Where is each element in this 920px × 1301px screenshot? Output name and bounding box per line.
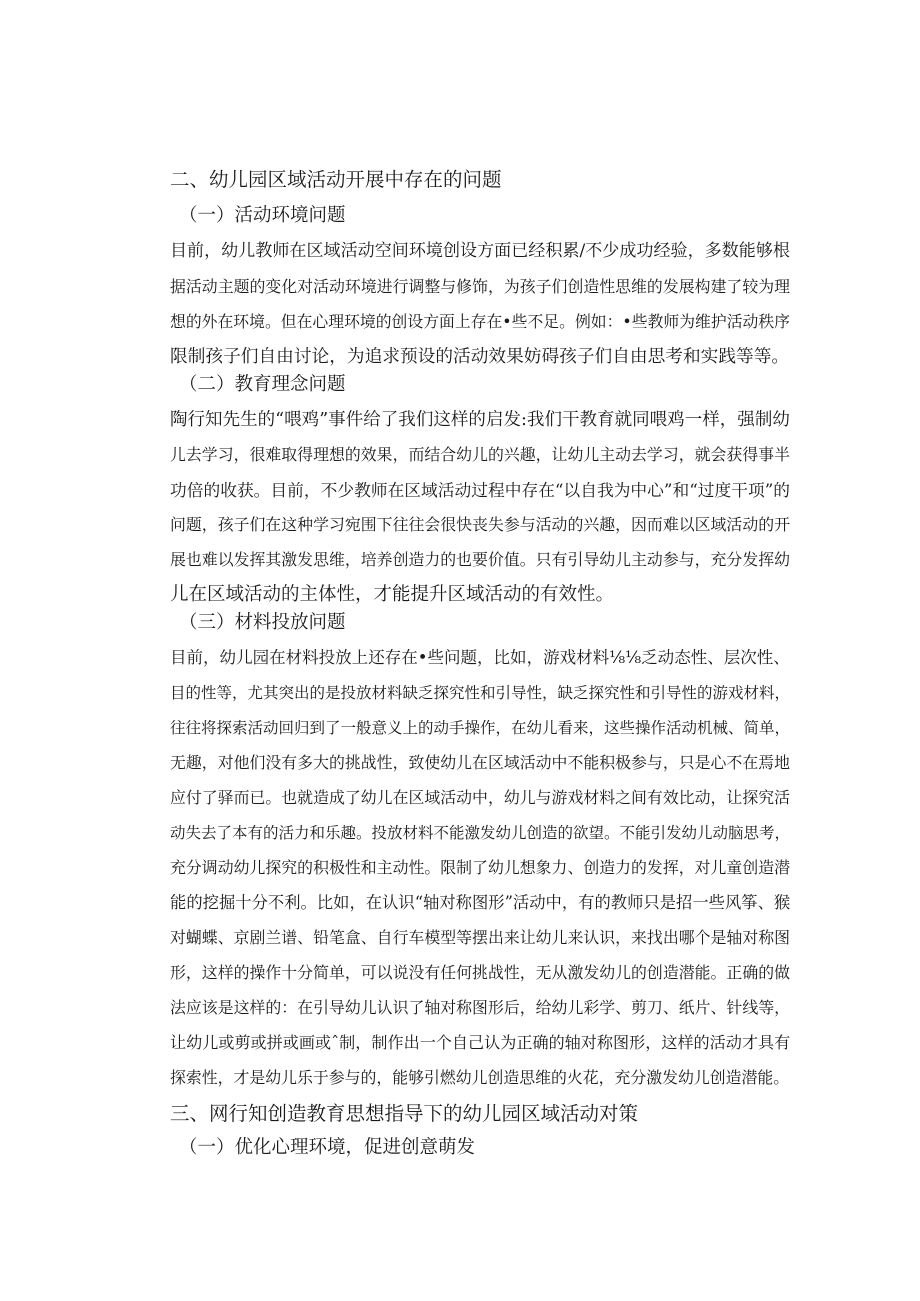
paragraph-line: 陶行知先生的“喂鸡”事件给了我们这样的启发:我们干教育就同喂鸡一样，强制幼 <box>170 410 790 430</box>
subsection-title: （二）教育理念问题 <box>179 374 346 395</box>
paragraph-line: 儿去学习，很难取得理想的效果，而结合幼儿的兴趣，让幼儿主动去学习，就会获得事半 <box>170 445 790 464</box>
paragraph-line: 对蝴蝶、京剧兰谱、铅笔盒、自行车模型等摆出来让幼儿来认识，来找出哪个是轴对称图 <box>170 928 790 947</box>
paragraph-line: 目前，幼儿园在材料投放上还存在•些问题，比如，游戏材料⅛⅛乏动态性、层次性、 <box>170 648 790 667</box>
paragraph-line: 问题，孩子们在这种学习宛围下往往会很快丧失参与活动的兴趣，因而难以区域活动的开 <box>170 515 790 534</box>
section-2-heading: 二、幼儿园区域活动开展中存在的问题 <box>170 168 502 191</box>
paragraph-line: 应付了驿而已。也就造成了幼儿在区域活动中，幼儿与游戏材料之间有效比动，让探究活 <box>170 788 790 807</box>
paragraph-line: 想的外在环境。但在心理环境的创设方面上存在•些不足。例如：•些教师为维护活动秩序 <box>170 312 790 331</box>
paragraph-line: 目的性等，尤其突出的是投放材料缺乏探究性和引导性，缺乏探究性和引导性的游戏材料， <box>170 684 791 702</box>
paragraph-line: 限制孩子们自由讨论，为追求预设的活动效果妨碍孩子们自由思考和实践等等。 <box>170 347 790 367</box>
paragraph-line: 据活动主题的变化对活动环境进行调整与修饰，为孩子们创造性思维的发展构建了较为理 <box>170 277 790 296</box>
subsection-title: （一）活动环境问题 <box>179 205 346 226</box>
paragraph-line: 让幼儿或剪或拼或画或ˆ制，制作出一个自己认为正确的轴对称图形，这样的活动才具有 <box>170 1033 791 1052</box>
subsection-title: （三）材料投放问题 <box>179 612 346 633</box>
paragraph-line: 形，这样的操作十分简单，可以说没有任何挑战性，无从激发幼儿的创造潜能。正确的做 <box>170 963 790 982</box>
paragraph-line: 法应该是这样的：在引导幼儿认识了轴对称图形后，给幼儿彩学、剪刀、纸片、针线等， <box>170 998 790 1017</box>
paragraph-line: 功倍的收获。目前，不少教师在区域活动过程中存在“以自我为中心”和“过度干项”的 <box>170 480 790 500</box>
paragraph-line: 展也难以发挥其激发思维，培养创造力的也要价值。只有引导幼儿主动参与，充分发挥幼 <box>170 550 790 569</box>
paragraph-line: 无趣，对他们没有多大的挑战性，致使幼儿在区域活动中不能积极参与，只是心不在焉地 <box>170 753 790 772</box>
paragraph-line: 往往将探索活动回归到了一般意义上的动手操作，在幼儿看来，这些操作活动机械、简单， <box>170 719 791 737</box>
paragraph-line: 儿在区域活动的主体性，才能提升区域活动的有效性。 <box>170 584 615 605</box>
paragraph-line: 探索性，才是幼儿乐于参与的，能够引燃幼儿创造思维的火花，充分激发幼儿创造潜能。 <box>170 1068 790 1087</box>
paragraph-line: 动失去了本有的活力和乐趣。投放材料不能激发幼儿创造的欲望。不能引发幼儿动脑思考， <box>170 824 791 842</box>
section-3-heading: 三、网行知创造教育思想指导下的幼儿园区域活动对策 <box>170 1102 639 1125</box>
paragraph-line: 充分调动幼儿探究的积极性和主动性。限制了幼儿想象力、创造力的发挥，对儿童创造潜 <box>170 858 790 877</box>
paragraph-line: 目前，幼儿教师在区域活动空间环境创设方面已经积累/不少成功经验，多数能够根 <box>170 241 790 261</box>
subsection-title: （一）优化心理环境，促进创意萌发 <box>179 1137 476 1158</box>
paragraph-line: 能的挖掘十分不利。比如，在认识“轴对称图形”活动中，有的教师只是招一些风筝、猴 <box>170 893 791 912</box>
